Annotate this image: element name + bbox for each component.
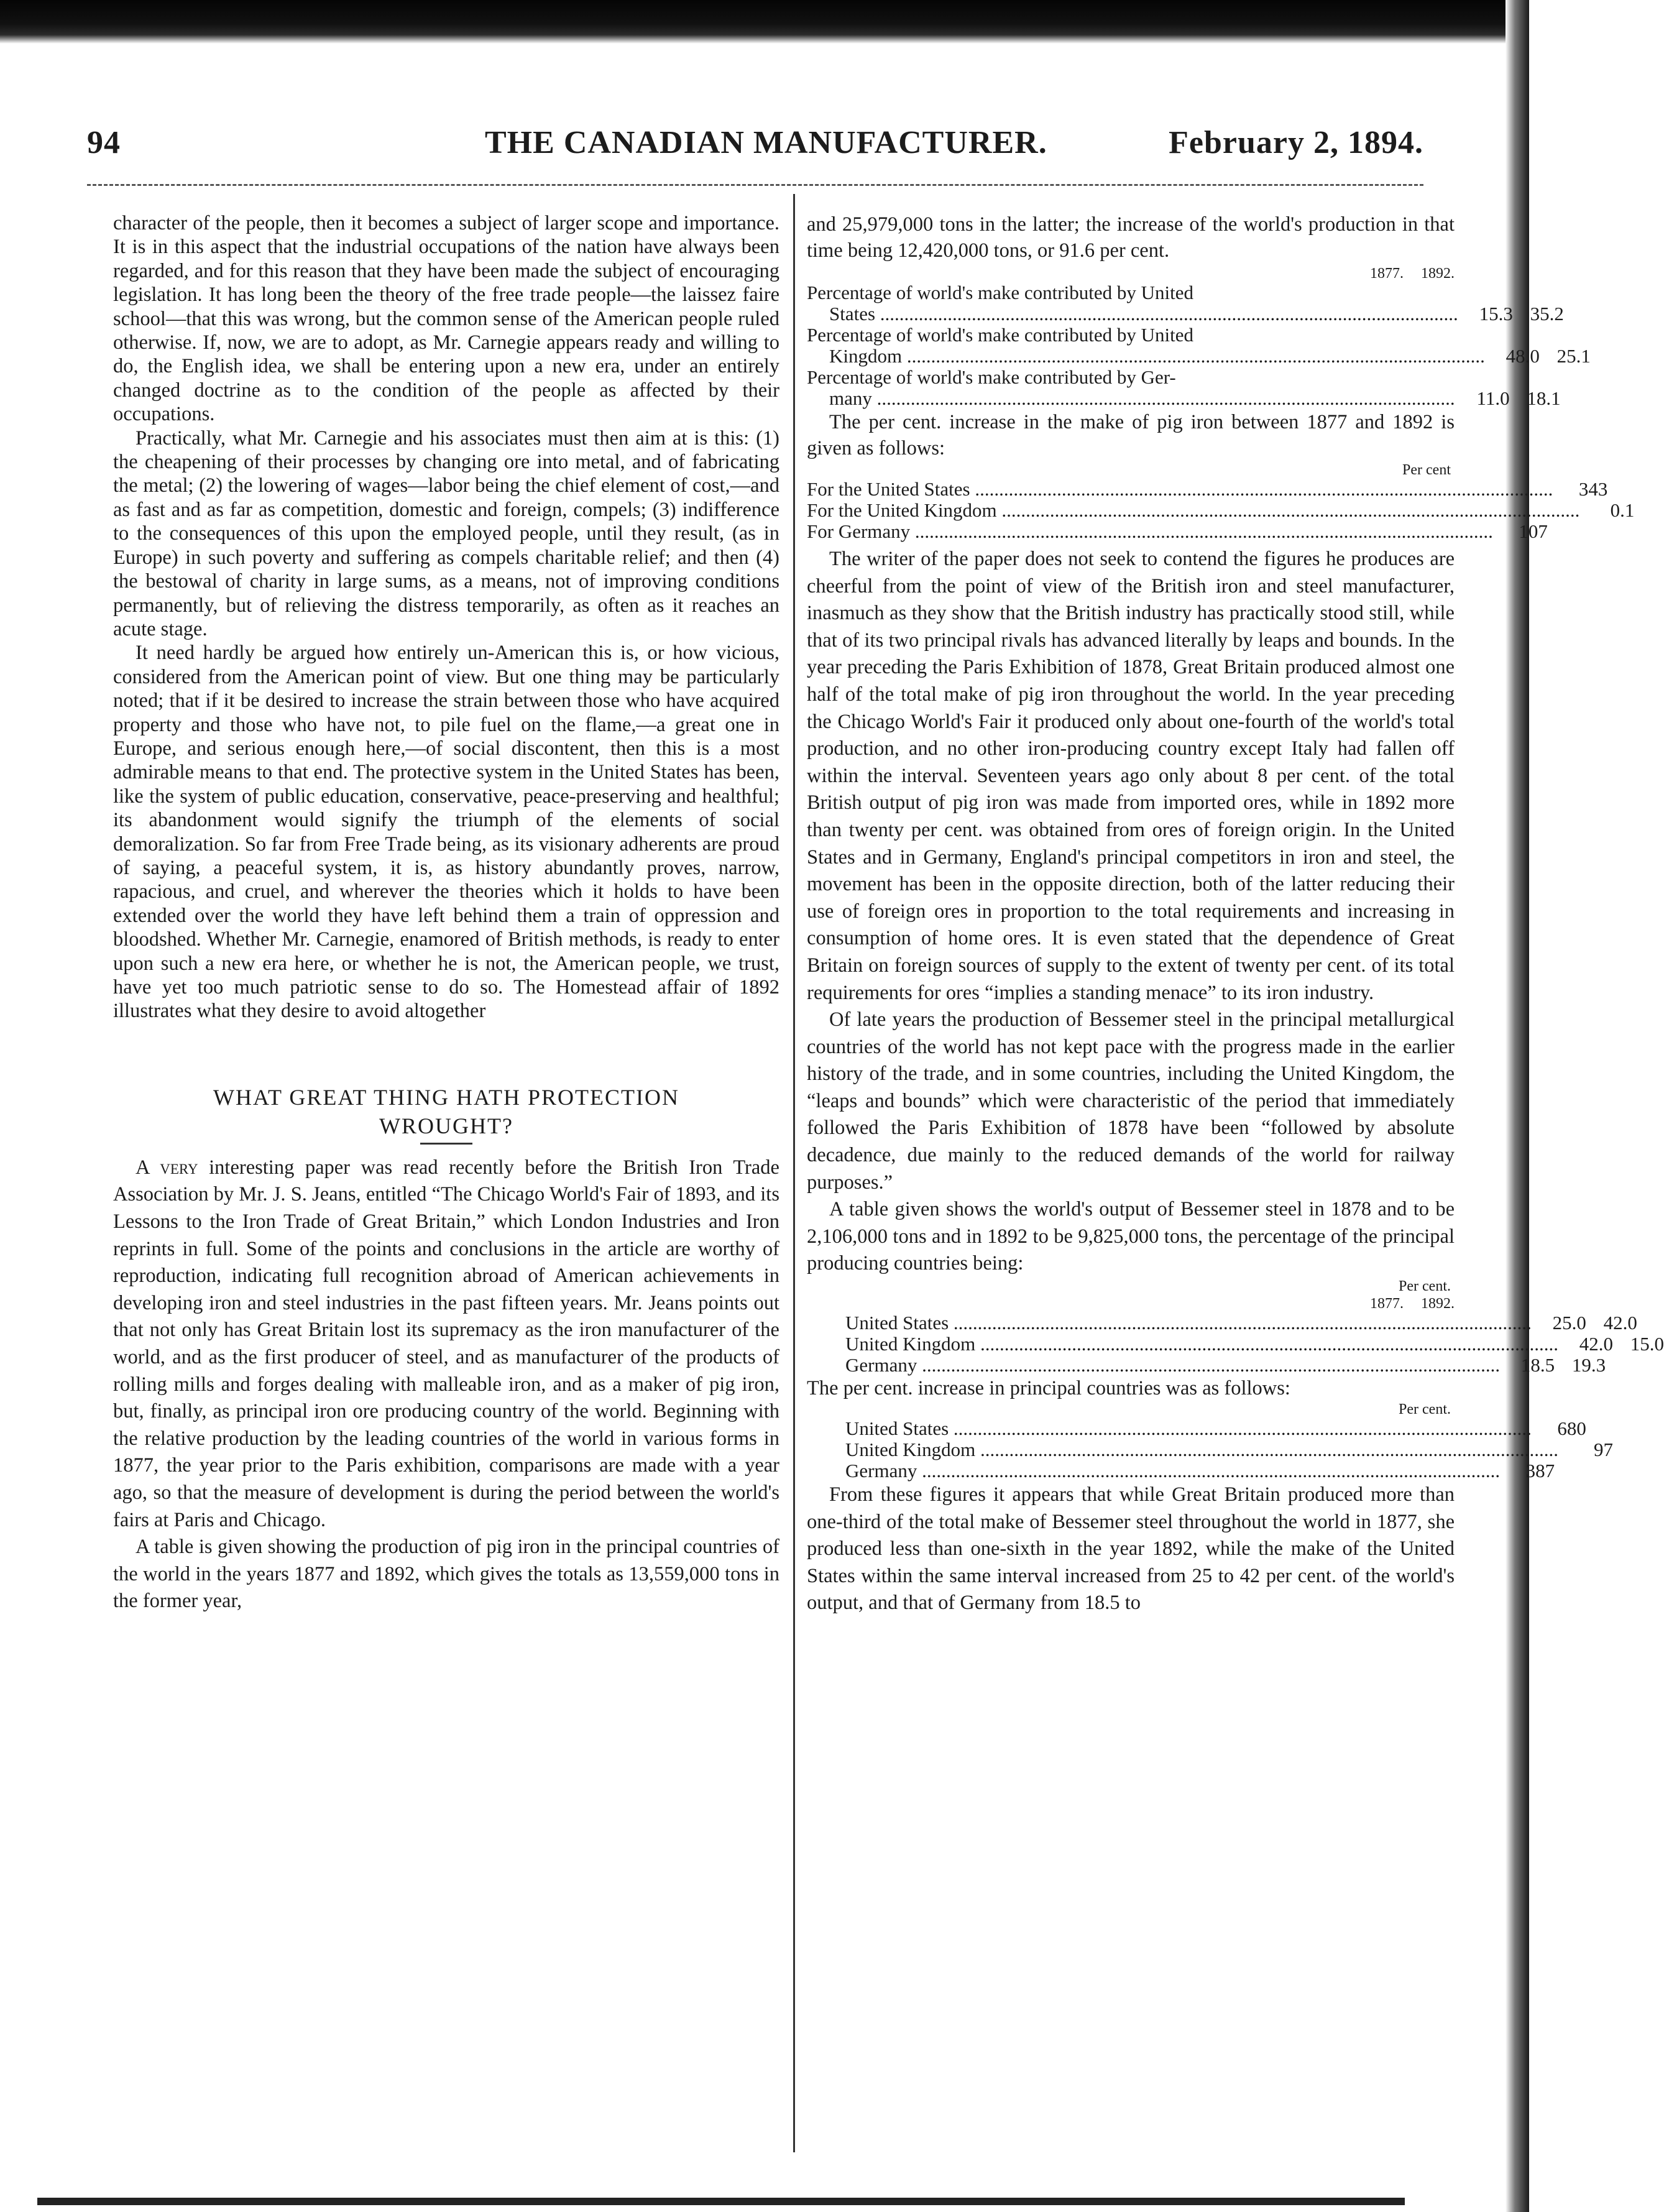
value-1877: 48.0 xyxy=(1505,345,1540,367)
value-1877: 25.0 xyxy=(1552,1312,1586,1334)
table-row xyxy=(807,520,1548,542)
section-rule xyxy=(420,1143,472,1145)
table-row xyxy=(845,1439,1613,1461)
row-label: Germany ........................................................................................................................ xyxy=(845,1460,1501,1482)
year-1892: 1892. xyxy=(1421,265,1455,282)
table-row xyxy=(845,1354,1606,1376)
table-header: Per cent xyxy=(1402,462,1451,478)
paragraph: A table is given showing the production of pig iron in the principal countries of the world in the years 1877 and 1892, which gives the totals as 13,559,000 tons in the former year, xyxy=(113,1536,779,1613)
paragraph: Of late years the production of Bessemer steel in the principal metallurgical countries of the world has not kept pace with the progress made in the earlier history of the trade, and in some countries, including the United Kingdom, the “leaps and bounds” which were characteristic of the period that immediately followed the Paris Exhibition of 1878 have been “followed by absolute decadence, due mainly to the reduced demands of the world for railway purposes.” xyxy=(807,1008,1455,1194)
page-header xyxy=(87,124,1423,174)
pig-iron-percentage-table xyxy=(807,265,1591,409)
issue-date: February 2, 1894. xyxy=(1169,125,1423,160)
row-value: 107 xyxy=(1519,520,1548,542)
paragraph: and 25,979,000 tons in the latter; the increase of the world's production in that time being 12,420,000 tons, or 91.6 per cent. xyxy=(807,213,1455,262)
value-1892: 18.1 xyxy=(1527,387,1561,409)
table-row xyxy=(845,1312,1637,1334)
row-label: Percentage of world's make contributed by United xyxy=(807,324,1193,346)
paragraph: The per cent. increase in the make of pig iron between 1877 and 1892 is given as follows: xyxy=(807,411,1455,459)
row-value: 97 xyxy=(1594,1439,1613,1461)
header-rule xyxy=(87,184,1423,186)
paragraph: A table given shows the world's output of Bessemer steel in 1878 and to be 2,106,000 tons and in 1892 to be 9,825,000 tons, the percentage of the principal producing countries being: xyxy=(807,1198,1455,1275)
table-year-header xyxy=(845,1295,1455,1312)
row-label: Percentage of world's make contributed by Ger- xyxy=(807,366,1176,388)
table-row xyxy=(807,499,1635,521)
row-label: United Kingdom ........................................................................................................................ xyxy=(845,1333,1558,1355)
table-row xyxy=(807,324,1591,367)
bessemer-percentage-table xyxy=(807,1278,1664,1376)
value-1877: 18.5 xyxy=(1520,1354,1555,1376)
table-row xyxy=(845,1333,1664,1355)
bessemer-increase-table xyxy=(807,1401,1613,1482)
drop-lead: A very xyxy=(136,1156,198,1179)
column-divider xyxy=(793,194,795,2152)
table-header: Per cent. xyxy=(1399,1401,1451,1418)
row-label: United States ........................................................................................................................ xyxy=(845,1417,1532,1440)
spacer xyxy=(113,1023,779,1083)
row-label: Germany ........................................................................................................................ xyxy=(845,1354,1501,1376)
table-year-header xyxy=(807,265,1455,282)
row-value: 387 xyxy=(1525,1460,1555,1482)
paragraph: It need hardly be argued how entirely un-American this is, or how vicious, considered from the American point of view. But one thing may be particularly noted; that if it be desired to increase the strain between those who have acquired property and those who have not, to pile fuel on the flame,—a great one in Europe, and serious enough here,—of social discontent, then this is a most admirable means to that end. The protective system in the United States has been, like the system of public education, conservative, peace-preserving and healthful; its abandonment would signify the triumph of the elements of social demoralization. So far from Free Trade being, as its visionary adherents are proud of saying, a peaceful system, it is, as history abundantly proves, narrow, rapacious, and cruel, and wherever the theories which it holds to have been extended over the world they have left behind them a train of oppression and bloodshed. Whether Mr. Carnegie, enamored of British methods, is ready to enter upon such a new era here, or whether he is not, the American people, we trust, have yet too much patriotic sense to do so. The Homestead affair of 1892 illustrates what they desire to avoid altogether xyxy=(113,642,779,1023)
table-row xyxy=(845,1417,1586,1440)
row-value: 0.1 xyxy=(1610,499,1635,521)
value-1892: 35.2 xyxy=(1530,303,1564,325)
table-row xyxy=(807,282,1564,325)
paragraph: Practically, what Mr. Carnegie and his associates must then aim at is this: (1) the cheapening of their processes by changing ore into metal, and of fabricating the metal; (2) the lowering of wages—labor being the chief element of cost,—and as fast and as far as competition, domestic and foreign, compels; (3) indifference to the consequences of this upon the employed people, until they result, (as in Europe) in such poverty and suffering as compels charitable relief; and then (4) the bestowal of charity in large sums, as a means, not of improving conditions permanently, but of relieving the distress temporarily, as often as it reaches an acute stage. xyxy=(113,426,779,640)
table-row xyxy=(845,1460,1555,1482)
pig-iron-increase-table xyxy=(807,461,1635,542)
value-1877: 42.0 xyxy=(1579,1333,1613,1355)
year-1892: 1892. xyxy=(1421,1296,1455,1312)
value-1877: 11.0 xyxy=(1476,387,1510,409)
value-1892: 25.1 xyxy=(1556,345,1591,367)
value-1892: 42.0 xyxy=(1603,1312,1637,1334)
value-1892: 15.0 xyxy=(1630,1333,1664,1355)
row-label: For Germany ........................................................................................................................ xyxy=(807,520,1493,542)
paragraph xyxy=(113,1154,779,1534)
row-label: United States ........................................................................................................................ xyxy=(845,1312,1532,1334)
section-title-line-1: WHAT GREAT THING HATH PROTECTION xyxy=(213,1084,679,1110)
row-value: 680 xyxy=(1557,1417,1586,1440)
row-label: United Kingdom ........................................................................................................................ xyxy=(845,1439,1558,1461)
article-body xyxy=(113,1154,779,1615)
scan-edge-top xyxy=(0,0,1529,44)
value-1877: 15.3 xyxy=(1479,303,1513,325)
paragraph-text: interesting paper was read recently before the British Iron Trade Association by Mr. J. S. Jeans, entitled “The Chicago World's Fair of 1893, and its Lessons to the Iron Trade of Great Britain,” which London Industries and Iron reprints in full. Some of the points and conclusions in the article are worthy of reproduction, indicating full recognition abroad of American achievements in developing iron and steel industries in the past fifteen years. Mr. Jeans points out that not only has Great Britain lost its supremacy as the iron manufacturer of the world, and as the first producer of steel, and as manufacturer of the products of rolling mills and forges dealing with malleable iron, and as a maker of pig iron, but, finally, as principal iron ore producing country of the world. Beginning with the relative production by the leading countries of the world in various forms in 1877, the year prior to the Paris exhibition, comparisons are made with a year ago, so that the measure of development is during the period between the world's fairs at Paris and Chicago. xyxy=(113,1156,779,1531)
paragraph: The per cent. increase in principal countries was as follows: xyxy=(807,1377,1290,1400)
article-body-right xyxy=(807,546,1455,1278)
row-value: 343 xyxy=(1578,478,1608,500)
table-row xyxy=(807,478,1608,500)
year-1877: 1877. xyxy=(1370,1296,1404,1312)
table-row xyxy=(807,366,1561,409)
page-number: 94 xyxy=(87,125,121,160)
row-label: States ........................................................................................................................ xyxy=(829,303,1458,325)
row-label: many ........................................................................................................................ xyxy=(829,387,1455,409)
paragraph: character of the people, then it becomes a subject of larger scope and importance. It is in this aspect that the industrial occupations of the nation have always been regarded, and for this reason that they have been made the subject of encouraging legislation. It has long been the theory of the free trade people—the laissez faire school—that this was wrong, but the common sense of the American people ruled otherwise. If, now, we are to adopt, as Mr. Carnegie appears ready and willing to do, the English idea, we shall be entering upon a new era, under an entirely changed doctrine as to the condition of the people as affected by their occupations. xyxy=(113,212,779,426)
right-column xyxy=(807,211,1664,1617)
row-label: Percentage of world's make contributed by United xyxy=(807,282,1193,303)
left-column xyxy=(113,211,779,1615)
scan-edge-right xyxy=(1505,0,1529,2212)
row-label: For the United States ........................................................................................................................ xyxy=(807,478,1553,500)
row-label: For the United Kingdom ........................................................................................................................ xyxy=(807,499,1580,521)
publication-title: THE CANADIAN MANUFACTURER. xyxy=(485,125,1047,160)
table-header: Per cent. xyxy=(1399,1278,1451,1295)
paragraph: From these figures it appears that while Great Britain produced more than one-third of the total make of Bessemer steel throughout the world in 1877, she produced less than one-sixth in the year 1892, while the make of the United States within the same interval increased from 25 to 42 per cent. of the world's output, and that of Germany from 18.5 to xyxy=(807,1483,1455,1615)
paragraph: The writer of the paper does not seek to contend the figures he produces are cheerful from the point of view of the British iron and steel manufacturer, inasmuch as they show that the British industry has practically stood still, while that of its two principal rivals has advanced literally by leaps and bounds. In the year preceding the Paris Exhibition of 1878, Great Britain produced almost one half of the total make of pig iron throughout the world. In the year preceding the Chicago World's Fair it produced only about one-fourth of the world's total production, and no other iron-producing country except Italy had fallen off within the interval. Seventeen years ago only about 8 per cent. of the total British output of pig iron was made from imported ores, while in 1892 more than twenty per cent. was obtained from ores of foreign origin. In the United States and in Germany, England's principal competitors in iron and steel, the movement has been in the opposite direction, both of the latter reducing their use of foreign ores in proportion to the total requirements and increasing in consumption of home ores. It is even stated that the dependence of Great Britain on foreign sources of supply to the extent of twenty per cent. of its total requirements for ores “implies a standing menace” to its iron industry. xyxy=(807,548,1455,1004)
row-label: Kingdom ........................................................................................................................ xyxy=(829,345,1485,367)
value-1892: 19.3 xyxy=(1571,1354,1606,1376)
year-1877: 1877. xyxy=(1370,265,1404,282)
scan-edge-bottom xyxy=(37,2198,1405,2205)
section-title-line-2: WROUGHT? xyxy=(379,1113,513,1138)
